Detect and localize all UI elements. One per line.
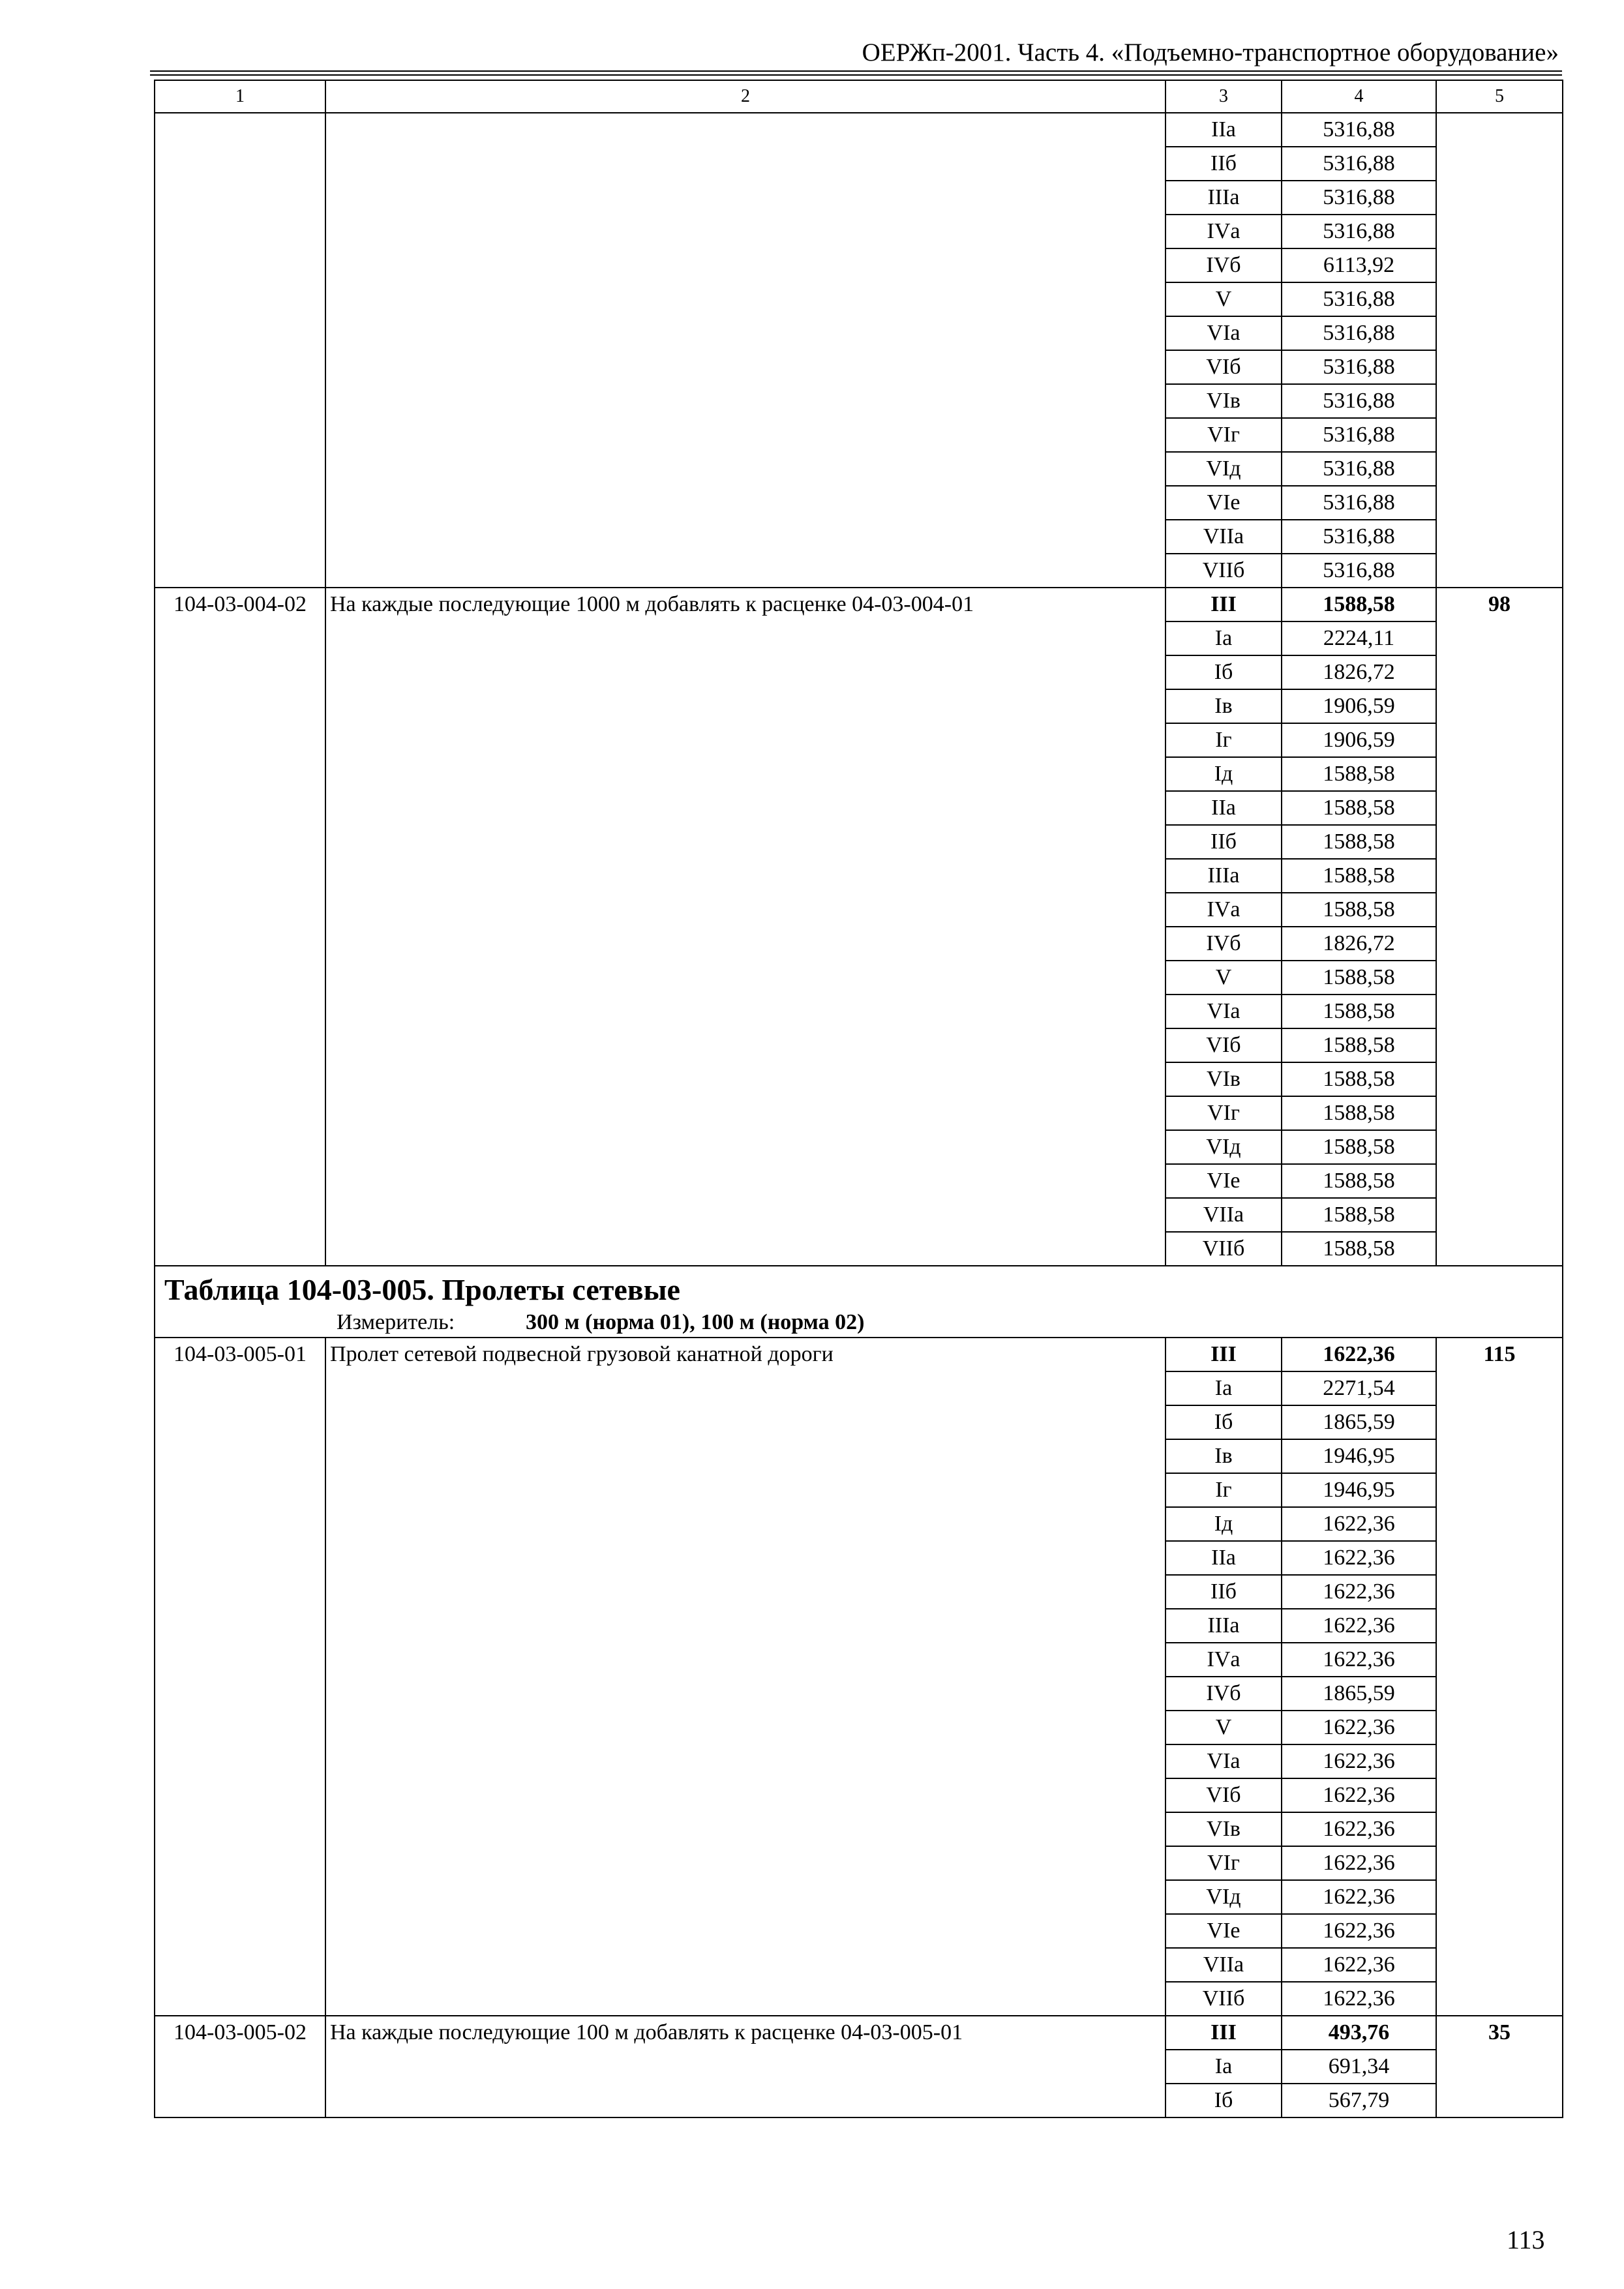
- column-number: 3: [1165, 80, 1282, 113]
- zone-cell: IIа: [1165, 1541, 1282, 1575]
- rate-code: 104-03-005-01: [155, 1338, 325, 2016]
- measure-value: 300 м (норма 01), 100 м (норма 02): [526, 1310, 865, 1334]
- rate-value-cell: 5316,88: [1282, 282, 1436, 316]
- rate-value-cell: 6113,92: [1282, 248, 1436, 282]
- column5-value: 35: [1436, 2016, 1563, 2117]
- rate-value-cell: 567,79: [1282, 2084, 1436, 2117]
- zone-cell: VIIа: [1165, 1198, 1282, 1232]
- rate-value-cell: 1906,59: [1282, 689, 1436, 723]
- rate-value-cell: 1826,72: [1282, 655, 1436, 689]
- rate-value-cell: 1588,58: [1282, 757, 1436, 791]
- rate-value-cell: 1622,36: [1282, 1812, 1436, 1846]
- rate-value-cell: 5316,88: [1282, 316, 1436, 350]
- column-number-row: [155, 80, 1563, 113]
- rate-value-cell: 5316,88: [1282, 147, 1436, 181]
- rate-value-cell: 5316,88: [1282, 452, 1436, 486]
- rate-value-cell: 1826,72: [1282, 927, 1436, 961]
- zone-cell: VIе: [1165, 1164, 1282, 1198]
- rate-value-cell: 1946,95: [1282, 1439, 1436, 1473]
- zone-cell: IIб: [1165, 147, 1282, 181]
- rate-value-cell: 2224,11: [1282, 621, 1436, 655]
- rate-value-cell: 1588,58: [1282, 1232, 1436, 1266]
- page-number: 113: [1507, 2225, 1545, 2254]
- zone-cell: IIIа: [1165, 181, 1282, 215]
- column5-value: [1436, 113, 1563, 588]
- rate-value-cell: 1622,36: [1282, 1575, 1436, 1609]
- rate-description: [325, 113, 1165, 588]
- rate-value-cell: 1622,36: [1282, 1338, 1436, 1371]
- table-row: [155, 1338, 1563, 1371]
- zone-cell: Iд: [1165, 1507, 1282, 1541]
- rate-code: 104-03-004-02: [155, 588, 325, 1266]
- rate-value-cell: 1588,58: [1282, 1198, 1436, 1232]
- zone-cell: V: [1165, 282, 1282, 316]
- zone-cell: VIIб: [1165, 554, 1282, 588]
- zone-cell: VIв: [1165, 1812, 1282, 1846]
- rate-code: [155, 113, 325, 588]
- rate-value-cell: 1588,58: [1282, 893, 1436, 927]
- zone-cell: V: [1165, 1711, 1282, 1744]
- rate-value-cell: 1865,59: [1282, 1677, 1436, 1711]
- zone-cell: IIа: [1165, 113, 1282, 147]
- rate-value-cell: 1865,59: [1282, 1405, 1436, 1439]
- table-title: Таблица 104-03-005. Пролеты сетевые: [164, 1273, 680, 1306]
- rate-value-cell: 1622,36: [1282, 1744, 1436, 1778]
- rate-code: 104-03-005-02: [155, 2016, 325, 2117]
- zone-cell: Iб: [1165, 655, 1282, 689]
- zone-cell: Iб: [1165, 1405, 1282, 1439]
- rate-value-cell: 1588,58: [1282, 1062, 1436, 1096]
- rate-value-cell: 5316,88: [1282, 418, 1436, 452]
- rate-value-cell: 5316,88: [1282, 554, 1436, 588]
- table-row: [155, 2016, 1563, 2050]
- column-number: 1: [155, 80, 325, 113]
- zone-cell: Iг: [1165, 1473, 1282, 1507]
- rate-value-cell: 1622,36: [1282, 1914, 1436, 1948]
- rate-value-cell: 1588,58: [1282, 995, 1436, 1028]
- rate-description: На каждые последующие 100 м добавлять к расценке 04-03-005-01: [325, 2016, 1165, 2117]
- zone-cell: Iа: [1165, 1371, 1282, 1405]
- zone-cell: IVа: [1165, 215, 1282, 248]
- rate-value-cell: 1622,36: [1282, 1711, 1436, 1744]
- rate-value-cell: 5316,88: [1282, 113, 1436, 147]
- zone-cell: Iа: [1165, 2050, 1282, 2084]
- column5-value: 98: [1436, 588, 1563, 1266]
- table-row: [155, 113, 1563, 147]
- measure-label: Измеритель:: [337, 1310, 455, 1334]
- zone-cell: VIIб: [1165, 1232, 1282, 1266]
- rate-value-cell: 1588,58: [1282, 791, 1436, 825]
- zone-cell: IVа: [1165, 893, 1282, 927]
- zone-cell: Iг: [1165, 723, 1282, 757]
- zone-cell: Iв: [1165, 1439, 1282, 1473]
- zone-cell: VIд: [1165, 1880, 1282, 1914]
- zone-cell: III: [1165, 2016, 1282, 2050]
- rate-value-cell: 5316,88: [1282, 384, 1436, 418]
- zone-cell: VIв: [1165, 1062, 1282, 1096]
- measure-line: [159, 1308, 1558, 1337]
- rate-value-cell: 1588,58: [1282, 961, 1436, 995]
- rate-value-cell: 1622,36: [1282, 1778, 1436, 1812]
- header-rule-bottom: [150, 74, 1562, 76]
- rate-value-cell: 5316,88: [1282, 350, 1436, 384]
- rate-value-cell: 2271,54: [1282, 1371, 1436, 1405]
- rate-value-cell: 5316,88: [1282, 520, 1436, 554]
- zone-cell: VIIб: [1165, 1982, 1282, 2016]
- rate-value-cell: 1588,58: [1282, 1096, 1436, 1130]
- rate-value-cell: 493,76: [1282, 2016, 1436, 2050]
- zone-cell: VIг: [1165, 418, 1282, 452]
- zone-cell: III: [1165, 1338, 1282, 1371]
- zone-cell: Iа: [1165, 621, 1282, 655]
- rate-value-cell: 1946,95: [1282, 1473, 1436, 1507]
- zone-cell: VIIа: [1165, 520, 1282, 554]
- rate-value-cell: 1622,36: [1282, 1609, 1436, 1643]
- zone-cell: VIв: [1165, 384, 1282, 418]
- zone-cell: Iб: [1165, 2084, 1282, 2117]
- rate-value-cell: 1588,58: [1282, 588, 1436, 621]
- zone-cell: VIб: [1165, 1028, 1282, 1062]
- rate-value-cell: 5316,88: [1282, 181, 1436, 215]
- rate-value-cell: 1622,36: [1282, 1982, 1436, 2016]
- zone-cell: VIа: [1165, 316, 1282, 350]
- zone-cell: III: [1165, 588, 1282, 621]
- rate-value-cell: 1588,58: [1282, 1164, 1436, 1198]
- rate-value-cell: 1588,58: [1282, 825, 1436, 859]
- zone-cell: VIг: [1165, 1846, 1282, 1880]
- column-number: 5: [1436, 80, 1563, 113]
- rate-description: Пролет сетевой подвесной грузовой канатной дороги: [325, 1338, 1165, 2016]
- column5-value: 115: [1436, 1338, 1563, 2016]
- zone-cell: VIа: [1165, 995, 1282, 1028]
- zone-cell: IVб: [1165, 927, 1282, 961]
- rate-value-cell: 1588,58: [1282, 859, 1436, 893]
- zone-cell: IVа: [1165, 1643, 1282, 1677]
- zone-cell: IVб: [1165, 1677, 1282, 1711]
- zone-cell: VIа: [1165, 1744, 1282, 1778]
- zone-cell: Iд: [1165, 757, 1282, 791]
- rate-value-cell: 691,34: [1282, 2050, 1436, 2084]
- zone-cell: Iв: [1165, 689, 1282, 723]
- zone-cell: VIIа: [1165, 1948, 1282, 1982]
- zone-cell: VIе: [1165, 486, 1282, 520]
- rate-value-cell: 5316,88: [1282, 215, 1436, 248]
- rate-value-cell: 1622,36: [1282, 1948, 1436, 1982]
- column-number: 4: [1282, 80, 1436, 113]
- zone-cell: VIб: [1165, 1778, 1282, 1812]
- column-number: 2: [325, 80, 1165, 113]
- zone-cell: IIа: [1165, 791, 1282, 825]
- rate-description: На каждые последующие 1000 м добавлять к расценке 04-03-004-01: [325, 588, 1165, 1266]
- zone-cell: VIб: [1165, 350, 1282, 384]
- rates-table: [154, 80, 1563, 2118]
- table-title-row: [155, 1266, 1563, 1338]
- zone-cell: IIIа: [1165, 859, 1282, 893]
- rate-value-cell: 1588,58: [1282, 1028, 1436, 1062]
- rate-value-cell: 1906,59: [1282, 723, 1436, 757]
- running-header: ОЕРЖп-2001. Часть 4. «Подъемно-транспортное оборудование»: [862, 38, 1559, 67]
- rate-value-cell: 5316,88: [1282, 486, 1436, 520]
- table-title-cell: [155, 1266, 1563, 1338]
- zone-cell: VIг: [1165, 1096, 1282, 1130]
- rate-value-cell: 1622,36: [1282, 1880, 1436, 1914]
- zone-cell: IIб: [1165, 1575, 1282, 1609]
- rate-value-cell: 1622,36: [1282, 1541, 1436, 1575]
- zone-cell: VIе: [1165, 1914, 1282, 1948]
- zone-cell: VIд: [1165, 1130, 1282, 1164]
- zone-cell: V: [1165, 961, 1282, 995]
- zone-cell: IVб: [1165, 248, 1282, 282]
- rate-value-cell: 1622,36: [1282, 1507, 1436, 1541]
- rate-value-cell: 1588,58: [1282, 1130, 1436, 1164]
- zone-cell: IIб: [1165, 825, 1282, 859]
- table-row: [155, 588, 1563, 621]
- zone-cell: VIд: [1165, 452, 1282, 486]
- header-rule-top: [150, 70, 1562, 72]
- rate-value-cell: 1622,36: [1282, 1846, 1436, 1880]
- zone-cell: IIIа: [1165, 1609, 1282, 1643]
- rate-value-cell: 1622,36: [1282, 1643, 1436, 1677]
